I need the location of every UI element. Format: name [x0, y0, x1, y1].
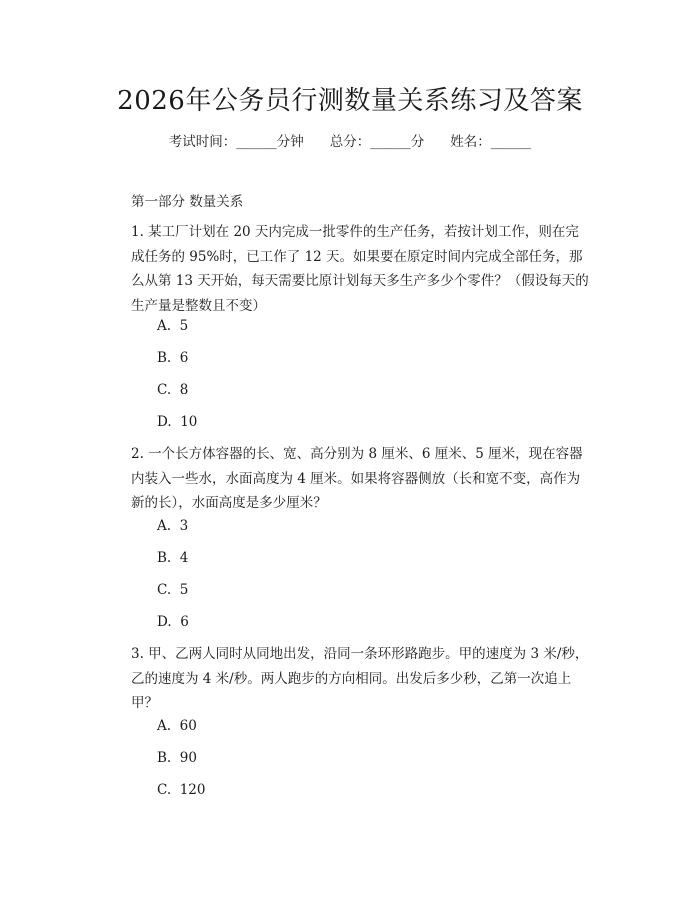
question-2-option-b: B. 4 — [157, 550, 189, 566]
question-1-option-c: C. 8 — [157, 382, 189, 398]
question-2-option-d: D. 6 — [157, 614, 189, 630]
question-1-option-a: A. 5 — [157, 318, 189, 334]
question-3-option-c: C. 120 — [157, 782, 206, 798]
question-3-option-b: B. 90 — [157, 750, 197, 766]
total-score-field: 总分：______分 — [329, 134, 425, 150]
question-2-text: 2. 一个长方体容器的长、宽、高分别为 8 厘米、6 厘米、5 厘米，现在容器内装入一些水，水面高度为 4 厘米。如果将容器侧放（长和宽不变，高作为新的长），水面高度是多少厘米？ — [131, 446, 583, 511]
question-1-option-b: B. 6 — [157, 350, 189, 366]
question-3-option-a: A. 60 — [157, 718, 197, 734]
question-3-text: 3. 甲、乙两人同时从同地出发，沿同一条环形路跑步。甲的速度为 3 米/秒，乙的速度为 4 米/秒。两人跑步的方向相同。出发后多少秒，乙第一次追上甲？ — [131, 646, 589, 711]
exam-info-line — [0, 130, 700, 150]
question-2-option-a: A. 3 — [157, 518, 189, 534]
question-1-text: 1. 某工厂计划在 20 天内完成一批零件的生产任务，若按计划工作，则在完成任务的 95%时，已工作了 12 天。如果要在原定时间内完成全部任务，那么从第 13 天开始，每天需要比原计划每天多生产多少个零件？（假设每天的生产量是整数且不变） — [131, 224, 589, 314]
section-title: 第一部分 数量关系 — [131, 194, 244, 210]
question-2-option-c: C. 5 — [157, 582, 189, 598]
question-1-option-d: D. 10 — [157, 414, 198, 430]
exam-time-field: 考试时间：______分钟 — [168, 134, 304, 150]
name-field: 姓名：______ — [450, 134, 532, 150]
page-title: 2026年公务员行测数量关系练习及答案 — [117, 86, 583, 116]
